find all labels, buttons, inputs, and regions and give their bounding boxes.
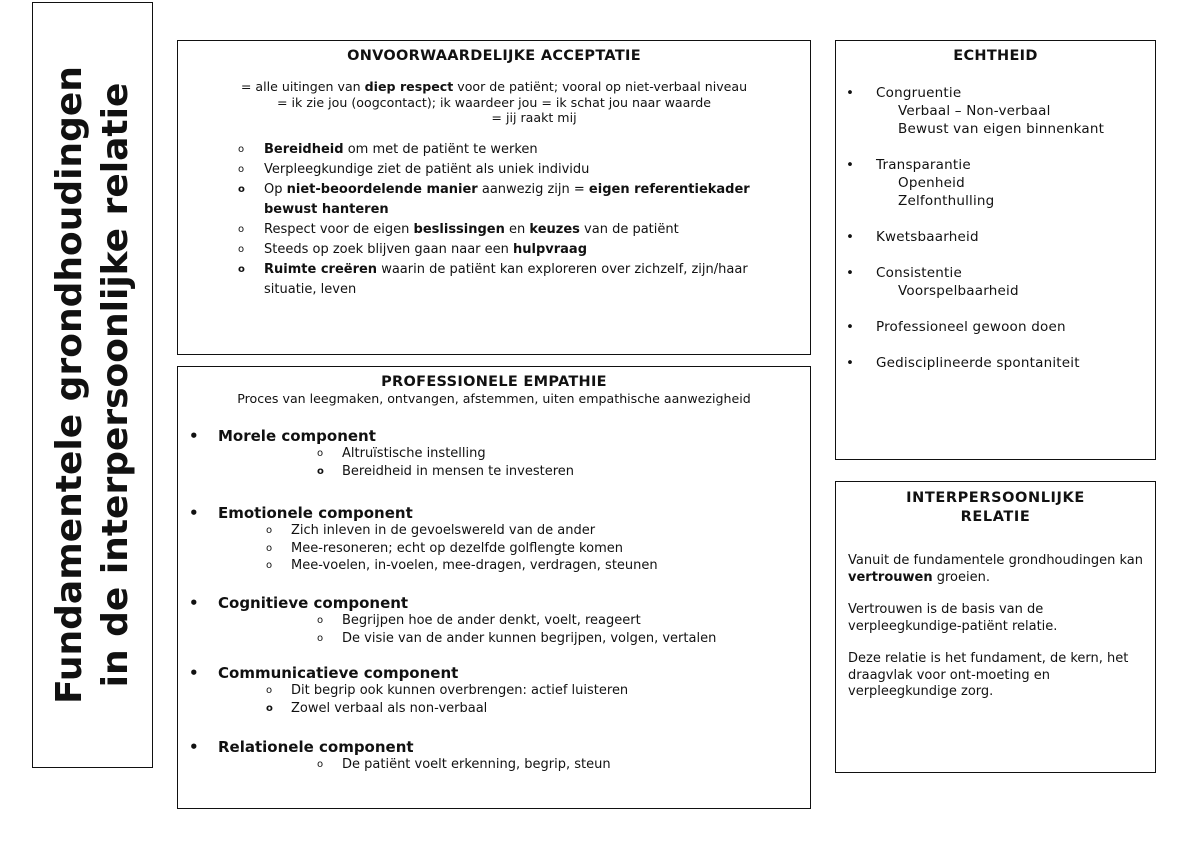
relatie-paragraph-1: Vanuit de fundamentele grondhoudingen kan vertrouwen groeien. <box>848 553 1143 585</box>
circle-bullet-icon: o <box>317 759 324 770</box>
list-item: • Consistentie Voorspelbaarheid <box>846 265 1019 299</box>
list-item: o Ruimte creëren waarin de patiënt kan exploreren over zichzelf, zijn/haar situatie, leven <box>238 261 748 297</box>
side-title-line2: in de interpersoonlijke relatie <box>94 82 136 688</box>
component-cognitief <box>178 594 810 647</box>
empathie-title: PROFESSIONELE EMPATHIE <box>381 374 607 390</box>
circle-bullet-icon: o <box>317 448 324 459</box>
list-item: • Kwetsbaarheid <box>846 229 979 245</box>
bullet-icon: • <box>846 265 855 281</box>
list-item: o Bereidheid in mensen te investeren <box>317 463 575 479</box>
list-item: o Dit begrip ook kunnen overbrengen: actief luisteren <box>266 683 629 698</box>
acceptatie-def-1: = alle uitingen van diep respect voor de patiënt; vooral op niet-verbaal niveau <box>240 79 748 94</box>
empathie-subtitle: Proces van leegmaken, ontvangen, afstemmen, uiten empathische aanwezigheid <box>237 391 751 406</box>
bullet-icon: • <box>846 229 855 245</box>
circle-bullet-icon: o <box>266 685 273 696</box>
acceptatie-title: ONVOORWAARDELIJKE ACCEPTATIE <box>347 48 641 64</box>
side-title-box <box>32 2 153 768</box>
bullet-icon: • <box>846 85 855 101</box>
list-item: o Bereidheid om met de patiënt te werken <box>264 140 810 160</box>
relatie-paragraph-3: Deze relatie is het fundament, de kern, het draagvlak voor ont-moeting en verpleegkundige zorg. <box>848 651 1129 699</box>
circle-bullet-icon: o <box>238 163 245 175</box>
bullet-icon: • <box>189 594 199 612</box>
circle-bullet-icon: o <box>317 615 324 626</box>
acceptatie-def-2: = ik zie jou (oogcontact); ik waardeer jou = ik schat jou naar waarde <box>276 94 712 110</box>
circle-bullet-icon: o <box>266 560 273 571</box>
bullet-icon: • <box>189 504 199 522</box>
list-item: o Begrijpen hoe de ander denkt, voelt, reageert <box>317 613 641 628</box>
circle-bullet-icon: o <box>266 525 273 536</box>
circle-bullet-icon: o <box>266 542 273 554</box>
list-item: o Steeds op zoek blijven gaan naar een hulpvraag <box>264 240 810 260</box>
list-item: • Congruentie Verbaal – Non-verbaal Bewust van eigen binnenkant <box>846 85 1105 137</box>
list-item: o Op niet-beoordelende manier aanwezig zijn = eigen referentiekader bewust hanteren <box>238 181 750 217</box>
bullet-icon: • <box>189 664 199 682</box>
bullet-icon: • <box>189 427 199 445</box>
component-heading: Relationele component <box>218 738 414 756</box>
side-title-line1: Fundamentele grondhoudingen <box>48 66 90 704</box>
echtheid-box <box>835 40 1156 460</box>
relatie-title: INTERPERSOONLIJKE RELATIE <box>906 490 1085 525</box>
list-item: o Verpleegkundige ziet de patiënt als uniek individu <box>264 160 810 180</box>
list-item: o Zich inleven in de gevoelswereld van de ander <box>266 523 596 538</box>
component-communicatief <box>178 664 810 717</box>
acceptatie-list <box>178 140 810 300</box>
list-item: o Mee-resoneren; echt op dezelfde golflengte komen <box>266 540 623 556</box>
component-heading: Emotionele component <box>218 504 413 522</box>
circle-bullet-icon: o <box>266 702 273 714</box>
list-item: o Mee-voelen, in-voelen, mee-dragen, verdragen, steunen <box>266 558 658 573</box>
circle-bullet-icon: o <box>238 223 245 235</box>
acceptatie-box <box>177 40 811 355</box>
list-item: o Zowel verbaal als non-verbaal <box>266 700 488 716</box>
list-item: o De visie van de ander kunnen begrijpen, volgen, vertalen <box>317 630 717 646</box>
empathie-box <box>177 366 811 809</box>
circle-bullet-icon: o <box>317 465 324 477</box>
component-heading: Morele component <box>218 427 376 445</box>
echtheid-list <box>836 84 1155 372</box>
relatie-box <box>835 481 1156 773</box>
list-item: o Respect voor de eigen beslissingen en keuzes van de patiënt <box>264 220 810 240</box>
list-item: o De patiënt voelt erkenning, begrip, steun <box>317 757 611 772</box>
relatie-paragraph-2: Vertrouwen is de basis van de verpleegkundige-patiënt relatie. <box>848 602 1058 634</box>
circle-bullet-icon: o <box>238 263 245 275</box>
acceptatie-definitions <box>178 79 810 126</box>
list-item: • Gedisciplineerde spontaniteit <box>846 355 1080 371</box>
circle-bullet-icon: o <box>238 143 245 155</box>
echtheid-title: ECHTHEID <box>953 48 1038 64</box>
list-item: • Professioneel gewoon doen <box>846 319 1066 335</box>
component-emotioneel <box>178 504 810 575</box>
acceptatie-def-3: = jij raakt mij <box>491 110 577 125</box>
bullet-icon: • <box>846 319 855 335</box>
component-heading: Communicatieve component <box>218 664 459 682</box>
component-relationeel <box>178 738 810 774</box>
list-item: o Altruïstische instelling <box>317 446 486 461</box>
circle-bullet-icon: o <box>238 183 245 195</box>
circle-bullet-icon: o <box>317 632 324 644</box>
bullet-icon: • <box>846 157 855 173</box>
component-moreel <box>178 427 810 480</box>
bullet-icon: • <box>189 738 199 756</box>
circle-bullet-icon: o <box>238 243 245 255</box>
list-item: • Transparantie Openheid Zelfonthulling <box>846 157 995 209</box>
component-heading: Cognitieve component <box>218 594 409 612</box>
side-title <box>47 15 139 755</box>
bullet-icon: • <box>846 355 855 371</box>
